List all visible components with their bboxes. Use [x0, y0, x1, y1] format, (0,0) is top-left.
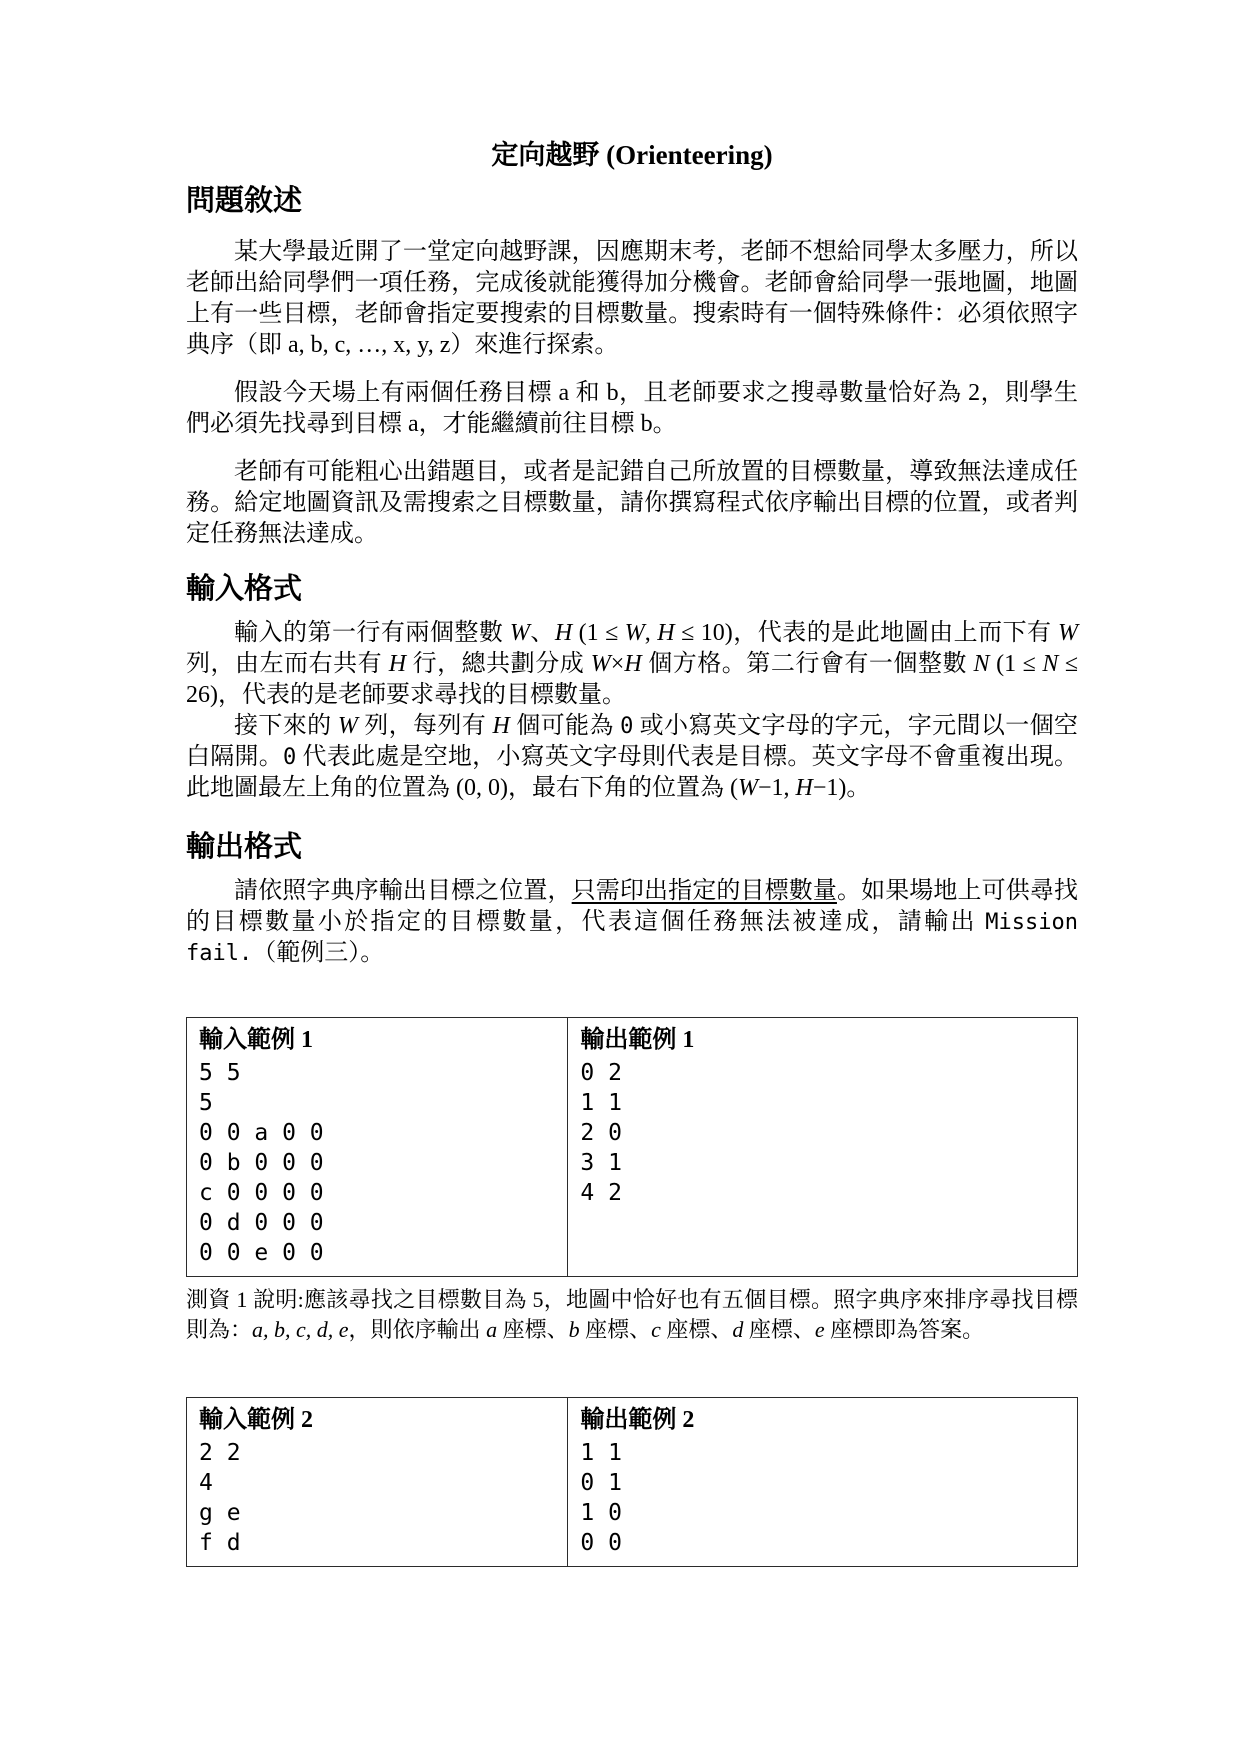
text-run: ≤ 10)，代表的是此地圖由上而下有 [674, 620, 1059, 646]
text-run: W [590, 651, 611, 677]
text-run: （範例三）。 [252, 940, 385, 966]
text-run: 某大學最近開了一堂定向越野課，因應期末考，老師不想給同學太多壓力，所以老師出給同學們一項任務，完成後就能獲得加分機會。老師會給同學一張地圖，地圖上有一些目標，老師會指定要搜索的目標數量。搜索時有一個特殊條件：必須依照字典序（即 a, b, c, …, x, y, z）來進行探索。 [186, 239, 1078, 358]
text-run: H [624, 651, 642, 677]
input-format-paragraph-2 [186, 711, 1078, 804]
text-run: 假設今天場上有兩個任務目標 a 和 b，且老師要求之搜尋數量恰好為 2，則學生們必須先找尋到目標 a，才能繼續前往目標 b。 [186, 380, 1078, 437]
code-line: 0 2 [580, 1060, 622, 1086]
code-line: 4 [199, 1470, 213, 1496]
example-2-row [187, 1398, 1078, 1567]
text-run: 座標、 [660, 1317, 733, 1342]
text-run: 座標、 [497, 1317, 569, 1342]
text-run: H [795, 775, 813, 801]
text-run: 0 [282, 745, 297, 770]
input-format-paragraph-1 [186, 618, 1078, 711]
example-2-table [186, 1397, 1078, 1567]
text-run: 0 [620, 714, 634, 739]
text-run: N [1042, 651, 1059, 677]
example-2-input-header: 輸入範例 2 [199, 1407, 313, 1433]
code-line: 1 0 [580, 1500, 622, 1526]
example-1-input-header: 輸入範例 1 [199, 1027, 313, 1053]
text-run: 座標即為答案。 [824, 1317, 985, 1342]
code-line: 0 0 a 0 0 [199, 1120, 324, 1146]
text-run: 列，每列有 [357, 713, 493, 739]
code-line: 0 0 [580, 1530, 622, 1556]
code-line: 4 2 [580, 1180, 622, 1206]
code-line: f d [199, 1530, 241, 1556]
code-line: 0 0 e 0 0 [199, 1240, 324, 1266]
code-line: c 0 0 0 0 [199, 1180, 324, 1206]
text-run: 座標、 [743, 1317, 815, 1342]
text-run: W [737, 775, 758, 801]
text-run: 、 [529, 620, 555, 646]
text-run: N [973, 651, 990, 677]
text-run: ，則依序輸出 [348, 1317, 487, 1342]
heading-input-format: 輸入格式 [186, 573, 303, 605]
problem-paragraph-1 [186, 237, 1078, 361]
text-run: −1)。 [812, 775, 871, 801]
text-run: 。如果場地上可供尋找的目標數量小於指定的目標數量，代表這個任務無法被達成，請輸出 [186, 878, 1079, 935]
text-run: 請依照字典序輸出目標之位置， [234, 878, 572, 904]
text-run: a [486, 1317, 498, 1342]
example-1-note [186, 1285, 1078, 1345]
example-1-output-cell [568, 1018, 1078, 1277]
example-1-output-code [580, 1058, 1065, 1208]
text-run: ≤ 26)，代表的是老師要求尋找的目標數量。 [186, 651, 1079, 708]
text-run: W [624, 620, 645, 646]
example-1-row [187, 1018, 1078, 1277]
text-run: W [1058, 620, 1079, 646]
text-run: 座標、 [579, 1317, 652, 1342]
text-run: 測資 1 說明:應該尋找之目標數目為 5，地圖中恰好也有五個目標。照字典序來排序尋找目標則為： [186, 1287, 1078, 1342]
text-run: 行，總共劃分成 [406, 651, 591, 677]
problem-paragraph-3 [186, 457, 1078, 550]
example-2-output-code [580, 1438, 1065, 1558]
code-line: 5 5 [199, 1060, 241, 1086]
text-run: a, b, c, d, e [252, 1317, 349, 1342]
code-line: 0 d 0 0 0 [199, 1210, 324, 1236]
text-run: H [492, 713, 510, 739]
problem-paragraph-2 [186, 378, 1078, 440]
text-run: 個方格。第二行會有一個整數 [641, 651, 974, 677]
output-format-paragraph-1 [186, 876, 1078, 969]
text-run: 只需印出指定的目標數量 [571, 878, 837, 904]
text-run: W [337, 713, 358, 739]
example-1-table [186, 1017, 1078, 1277]
code-line: 1 1 [580, 1090, 622, 1116]
code-line: 0 1 [580, 1470, 622, 1496]
example-1-input-code [199, 1058, 555, 1268]
code-line: 2 0 [580, 1120, 622, 1146]
text-run: c [651, 1317, 661, 1342]
text-run: Mission fail. [186, 910, 1078, 966]
example-1-input-cell [187, 1018, 568, 1277]
code-line: 1 1 [580, 1440, 622, 1466]
text-run: 列，由左而右共有 [186, 651, 389, 677]
text-run: e [814, 1317, 825, 1342]
text-run: × [610, 651, 625, 677]
text-run: 老師有可能粗心出錯題目，或者是記錯自己所放置的目標數量，導致無法達成任務。給定地圖資訊及需搜索之目標數量，請你撰寫程式依序輸出目標的位置，或者判定任務無法達成。 [186, 459, 1078, 547]
text-run: (1 ≤ [989, 651, 1043, 677]
code-line: g e [199, 1500, 241, 1526]
code-line: 3 1 [580, 1150, 622, 1176]
code-line: 0 b 0 0 0 [199, 1150, 324, 1176]
text-run: 或小寫英文字母的字元，字元間以一個空白隔開。 [186, 713, 1079, 770]
text-run: W [509, 620, 530, 646]
example-2-output-cell [568, 1398, 1078, 1567]
example-2-input-code [199, 1438, 555, 1558]
code-line: 5 [199, 1090, 213, 1116]
text-run: b [568, 1317, 580, 1342]
text-run: d [732, 1317, 744, 1342]
heading-output-format: 輸出格式 [186, 831, 303, 863]
heading-problem-description: 問題敘述 [186, 185, 303, 217]
text-run: 代表此處是空地，小寫英文字母則代表是目標。英文字母不會重複出現。此地圖最左上角的位置為 (0, 0)，最右下角的位置為 ( [186, 744, 1079, 801]
code-line: 2 2 [199, 1440, 241, 1466]
text-run: 接下來的 [234, 713, 338, 739]
text-run: H [388, 651, 407, 677]
text-run: 輸入的第一行有兩個整數 [234, 620, 510, 646]
text-run: H [657, 620, 675, 646]
text-run: 個可能為 [509, 713, 621, 739]
document-page [186, 138, 1078, 1567]
text-run: H [554, 620, 573, 646]
text-run: (1 ≤ [572, 620, 625, 646]
page-title: 定向越野 (Orienteering) [491, 140, 773, 170]
example-1-output-header: 輸出範例 1 [580, 1027, 695, 1053]
text-run: −1, [757, 775, 796, 801]
example-2-input-cell [187, 1398, 568, 1567]
example-2-output-header: 輸出範例 2 [580, 1407, 695, 1433]
text-run: , [644, 620, 658, 646]
